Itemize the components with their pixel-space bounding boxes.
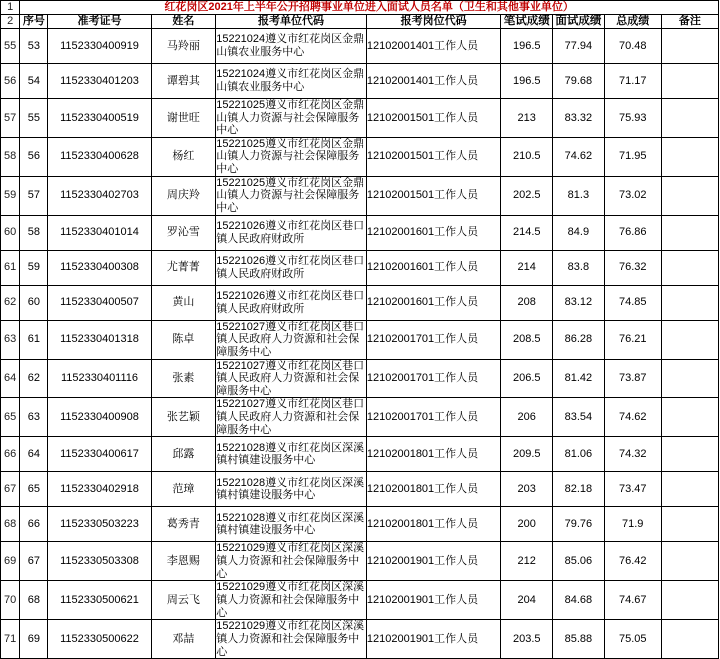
row-number[interactable]: 2 — [1, 14, 20, 28]
cell-remark — [661, 28, 718, 63]
cell-interview: 81.42 — [553, 359, 605, 398]
cell-post-code: 12102001601工作人员 — [366, 250, 501, 285]
cell-seq: 60 — [20, 285, 48, 320]
cell-post-code: 12102001601工作人员 — [366, 285, 501, 320]
cell-total: 75.05 — [604, 620, 661, 659]
cell-exam-id: 1152330400308 — [48, 250, 151, 285]
cell-name: 黄山 — [151, 285, 216, 320]
cell-total: 76.21 — [604, 320, 661, 359]
table-row[interactable] — [1, 28, 719, 63]
cell-remark — [661, 581, 718, 620]
cell-seq: 64 — [20, 437, 48, 472]
row-number[interactable]: 59 — [1, 176, 20, 215]
cell-written: 206.5 — [501, 359, 553, 398]
table-row[interactable] — [1, 437, 719, 472]
cell-total: 76.32 — [604, 250, 661, 285]
row-number[interactable]: 69 — [1, 542, 20, 581]
table-row[interactable] — [1, 250, 719, 285]
table-row[interactable] — [1, 620, 719, 659]
cell-seq: 59 — [20, 250, 48, 285]
cell-total: 71.9 — [604, 507, 661, 542]
cell-seq: 69 — [20, 620, 48, 659]
cell-name: 陈卓 — [151, 320, 216, 359]
cell-seq: 62 — [20, 359, 48, 398]
cell-written: 214 — [501, 250, 553, 285]
column-header-exam-id: 准考证号 — [48, 14, 151, 28]
cell-name: 张素 — [151, 359, 216, 398]
cell-seq: 58 — [20, 215, 48, 250]
cell-total: 70.48 — [604, 28, 661, 63]
cell-remark — [661, 137, 718, 176]
cell-interview: 85.06 — [553, 542, 605, 581]
cell-unit-code: 15221029遵义市红花岗区深溪镇人力资源和社会保障服务中心 — [216, 542, 367, 581]
cell-remark — [661, 98, 718, 137]
table-row[interactable] — [1, 63, 719, 98]
cell-written: 206 — [501, 398, 553, 437]
cell-exam-id: 1152330500621 — [48, 581, 151, 620]
cell-unit-code: 15221025遵义市红花岗区金鼎山镇人力资源与社会保障服务中心 — [216, 137, 367, 176]
cell-interview: 77.94 — [553, 28, 605, 63]
column-header-interview: 面试成绩 — [553, 14, 605, 28]
row-number[interactable]: 56 — [1, 63, 20, 98]
cell-written: 214.5 — [501, 215, 553, 250]
row-number[interactable]: 66 — [1, 437, 20, 472]
cell-remark — [661, 437, 718, 472]
cell-exam-id: 1152330400919 — [48, 28, 151, 63]
cell-remark — [661, 542, 718, 581]
cell-unit-code: 15221025遵义市红花岗区金鼎山镇人力资源与社会保障服务中心 — [216, 176, 367, 215]
cell-written: 204 — [501, 581, 553, 620]
cell-exam-id: 1152330400507 — [48, 285, 151, 320]
cell-exam-id: 1152330400908 — [48, 398, 151, 437]
cell-interview: 83.8 — [553, 250, 605, 285]
cell-unit-code: 15221027遵义市红花岗区巷口镇人民政府人力资源和社会保障服务中心 — [216, 398, 367, 437]
cell-exam-id: 1152330400519 — [48, 98, 151, 137]
cell-total: 75.93 — [604, 98, 661, 137]
cell-exam-id: 1152330401014 — [48, 215, 151, 250]
cell-seq: 56 — [20, 137, 48, 176]
table-row[interactable] — [1, 472, 719, 507]
cell-exam-id: 1152330400617 — [48, 437, 151, 472]
cell-exam-id: 1152330402918 — [48, 472, 151, 507]
cell-post-code: 12102001901工作人员 — [366, 620, 501, 659]
cell-interview: 81.06 — [553, 437, 605, 472]
header-row — [1, 14, 719, 28]
cell-seq: 67 — [20, 542, 48, 581]
table-row[interactable] — [1, 176, 719, 215]
cell-seq: 61 — [20, 320, 48, 359]
cell-unit-code: 15221028遵义市红花岗区深溪镇村镇建设服务中心 — [216, 437, 367, 472]
cell-written: 212 — [501, 542, 553, 581]
cell-name: 李恩赐 — [151, 542, 216, 581]
cell-total: 71.95 — [604, 137, 661, 176]
cell-exam-id: 1152330401116 — [48, 359, 151, 398]
cell-name: 邱露 — [151, 437, 216, 472]
cell-post-code: 12102001801工作人员 — [366, 437, 501, 472]
cell-remark — [661, 620, 718, 659]
cell-unit-code: 15221027遵义市红花岗区巷口镇人民政府人力资源和社会保障服务中心 — [216, 320, 367, 359]
cell-name: 邓喆 — [151, 620, 216, 659]
cell-name: 罗沁雪 — [151, 215, 216, 250]
cell-interview: 79.76 — [553, 507, 605, 542]
cell-unit-code: 15221024遵义市红花岗区金鼎山镇农业服务中心 — [216, 63, 367, 98]
cell-remark — [661, 507, 718, 542]
cell-post-code: 12102001401工作人员 — [366, 63, 501, 98]
table-row[interactable] — [1, 215, 719, 250]
cell-written: 200 — [501, 507, 553, 542]
cell-interview: 83.32 — [553, 98, 605, 137]
cell-post-code: 12102001901工作人员 — [366, 542, 501, 581]
cell-post-code: 12102001601工作人员 — [366, 215, 501, 250]
row-number[interactable]: 58 — [1, 137, 20, 176]
cell-interview: 82.18 — [553, 472, 605, 507]
cell-interview: 84.9 — [553, 215, 605, 250]
cell-seq: 53 — [20, 28, 48, 63]
cell-interview: 79.68 — [553, 63, 605, 98]
cell-exam-id: 1152330503223 — [48, 507, 151, 542]
cell-post-code: 12102001901工作人员 — [366, 581, 501, 620]
cell-name: 周云飞 — [151, 581, 216, 620]
table-row[interactable] — [1, 542, 719, 581]
cell-post-code: 12102001401工作人员 — [366, 28, 501, 63]
cell-exam-id: 1152330500622 — [48, 620, 151, 659]
cell-written: 203 — [501, 472, 553, 507]
row-number[interactable]: 70 — [1, 581, 20, 620]
row-number[interactable]: 55 — [1, 28, 20, 63]
cell-seq: 68 — [20, 581, 48, 620]
cell-interview: 81.3 — [553, 176, 605, 215]
cell-post-code: 12102001801工作人员 — [366, 507, 501, 542]
cell-interview: 84.68 — [553, 581, 605, 620]
cell-post-code: 12102001501工作人员 — [366, 98, 501, 137]
cell-seq: 65 — [20, 472, 48, 507]
cell-interview: 74.62 — [553, 137, 605, 176]
column-header-post-code: 报考岗位代码 — [366, 14, 501, 28]
row-number[interactable]: 1 — [1, 1, 20, 15]
cell-exam-id: 1152330402703 — [48, 176, 151, 215]
cell-seq: 57 — [20, 176, 48, 215]
cell-exam-id: 1152330401203 — [48, 63, 151, 98]
cell-unit-code: 15221029遵义市红花岗区深溪镇人力资源和社会保障服务中心 — [216, 620, 367, 659]
cell-unit-code: 15221028遵义市红花岗区深溪镇村镇建设服务中心 — [216, 507, 367, 542]
column-header-written: 笔试成绩 — [501, 14, 553, 28]
cell-written: 202.5 — [501, 176, 553, 215]
cell-remark — [661, 472, 718, 507]
cell-post-code: 12102001501工作人员 — [366, 176, 501, 215]
cell-interview: 83.12 — [553, 285, 605, 320]
cell-seq: 54 — [20, 63, 48, 98]
cell-remark — [661, 176, 718, 215]
row-number[interactable]: 62 — [1, 285, 20, 320]
cell-unit-code: 15221027遵义市红花岗区巷口镇人民政府人力资源和社会保障服务中心 — [216, 359, 367, 398]
cell-total: 73.87 — [604, 359, 661, 398]
cell-written: 196.5 — [501, 28, 553, 63]
cell-post-code: 12102001701工作人员 — [366, 320, 501, 359]
cell-total: 76.42 — [604, 542, 661, 581]
cell-interview: 85.88 — [553, 620, 605, 659]
row-number[interactable]: 61 — [1, 250, 20, 285]
table-row[interactable] — [1, 137, 719, 176]
cell-name: 葛秀青 — [151, 507, 216, 542]
column-header-name: 姓名 — [151, 14, 216, 28]
cell-name: 谭碧其 — [151, 63, 216, 98]
table-row[interactable] — [1, 507, 719, 542]
cell-unit-code: 15221026遵义市红花岗区巷口镇人民政府财政所 — [216, 215, 367, 250]
row-number[interactable]: 64 — [1, 359, 20, 398]
cell-seq: 63 — [20, 398, 48, 437]
cell-written: 210.5 — [501, 137, 553, 176]
table-row[interactable] — [1, 285, 719, 320]
column-header-total: 总成绩 — [604, 14, 661, 28]
cell-total: 71.17 — [604, 63, 661, 98]
cell-remark — [661, 215, 718, 250]
cell-unit-code: 15221025遵义市红花岗区金鼎山镇人力资源与社会保障服务中心 — [216, 98, 367, 137]
cell-name: 谢世旺 — [151, 98, 216, 137]
cell-seq: 55 — [20, 98, 48, 137]
row-number[interactable]: 63 — [1, 320, 20, 359]
cell-unit-code: 15221028遵义市红花岗区深溪镇村镇建设服务中心 — [216, 472, 367, 507]
cell-remark — [661, 359, 718, 398]
cell-total: 74.85 — [604, 285, 661, 320]
cell-remark — [661, 250, 718, 285]
cell-name: 周庆羚 — [151, 176, 216, 215]
cell-exam-id: 1152330401318 — [48, 320, 151, 359]
cell-written: 208 — [501, 285, 553, 320]
row-number[interactable]: 57 — [1, 98, 20, 137]
cell-unit-code: 15221026遵义市红花岗区巷口镇人民政府财政所 — [216, 250, 367, 285]
cell-total: 74.62 — [604, 398, 661, 437]
cell-total: 74.67 — [604, 581, 661, 620]
cell-name: 马羚丽 — [151, 28, 216, 63]
row-number[interactable]: 71 — [1, 620, 20, 659]
cell-written: 203.5 — [501, 620, 553, 659]
cell-total: 73.47 — [604, 472, 661, 507]
cell-unit-code: 15221029遵义市红花岗区深溪镇人力资源和社会保障服务中心 — [216, 581, 367, 620]
table-row[interactable] — [1, 98, 719, 137]
row-number[interactable]: 68 — [1, 507, 20, 542]
cell-total: 73.02 — [604, 176, 661, 215]
row-number[interactable]: 60 — [1, 215, 20, 250]
column-header-seq: 序号 — [20, 14, 48, 28]
cell-name: 杨红 — [151, 137, 216, 176]
cell-post-code: 12102001701工作人员 — [366, 398, 501, 437]
cell-remark — [661, 320, 718, 359]
cell-name: 范璋 — [151, 472, 216, 507]
row-number[interactable]: 67 — [1, 472, 20, 507]
cell-post-code: 12102001801工作人员 — [366, 472, 501, 507]
cell-post-code: 12102001501工作人员 — [366, 137, 501, 176]
cell-total: 76.86 — [604, 215, 661, 250]
table-row[interactable] — [1, 581, 719, 620]
cell-unit-code: 15221026遵义市红花岗区巷口镇人民政府财政所 — [216, 285, 367, 320]
table-row[interactable] — [1, 320, 719, 359]
cell-seq: 66 — [20, 507, 48, 542]
cell-interview: 83.54 — [553, 398, 605, 437]
cell-remark — [661, 398, 718, 437]
cell-written: 213 — [501, 98, 553, 137]
cell-written: 209.5 — [501, 437, 553, 472]
cell-interview: 86.28 — [553, 320, 605, 359]
cell-name: 张艺颖 — [151, 398, 216, 437]
cell-total: 74.32 — [604, 437, 661, 472]
row-number[interactable]: 65 — [1, 398, 20, 437]
cell-remark — [661, 63, 718, 98]
cell-written: 196.5 — [501, 63, 553, 98]
cell-written: 208.5 — [501, 320, 553, 359]
cell-remark — [661, 285, 718, 320]
page-title: 红花岗区2021年上半年公开招聘事业单位进入面试人员名单（卫生和其他事业单位） — [20, 1, 719, 15]
table-row[interactable] — [1, 398, 719, 437]
cell-exam-id: 1152330400628 — [48, 137, 151, 176]
cell-name: 尤菁菁 — [151, 250, 216, 285]
column-header-unit-code: 报考单位代码 — [216, 14, 367, 28]
cell-post-code: 12102001701工作人员 — [366, 359, 501, 398]
cell-exam-id: 1152330503308 — [48, 542, 151, 581]
column-header-remark: 备注 — [661, 14, 718, 28]
table-row[interactable] — [1, 359, 719, 398]
cell-unit-code: 15221024遵义市红花岗区金鼎山镇农业服务中心 — [216, 28, 367, 63]
title-row — [1, 1, 719, 15]
